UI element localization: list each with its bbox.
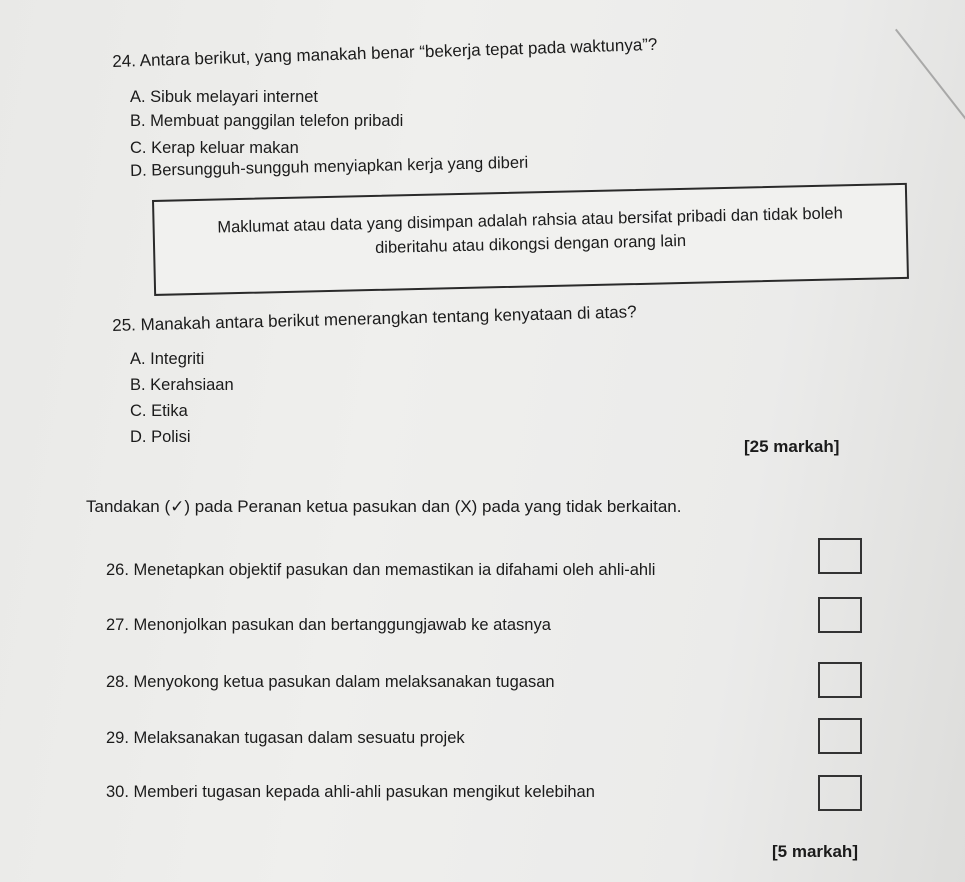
statement-29: 29. Melaksanakan tugasan dalam sesuatu projek bbox=[106, 729, 465, 747]
answer-box-26[interactable] bbox=[818, 538, 862, 574]
q24-option-d: D. Bersungguh-sungguh menyiapkan kerja yang diberi bbox=[130, 153, 529, 180]
marks-label-section: [5 markah] bbox=[772, 842, 858, 861]
q24-option-b: B. Membuat panggilan telefon pribadi bbox=[130, 112, 404, 130]
statement-27: 27. Menonjolkan pasukan dan bertanggungjawab ke atasnya bbox=[106, 616, 551, 634]
statement-26: 26. Menetapkan objektif pasukan dan memastikan ia difahami oleh ahli-ahli bbox=[106, 561, 656, 579]
marks-label-25: [25 markah] bbox=[744, 437, 840, 456]
statement-box bbox=[152, 183, 909, 296]
answer-box-28[interactable] bbox=[818, 662, 862, 698]
question-25-text: 25. Manakah antara berikut menerangkan tentang kenyataan di atas? bbox=[112, 302, 637, 335]
answer-box-27[interactable] bbox=[818, 597, 862, 633]
q24-option-a: A. Sibuk melayari internet bbox=[130, 88, 319, 106]
statement-30: 30. Memberi tugasan kepada ahli-ahli pasukan mengikut kelebihan bbox=[106, 783, 595, 801]
question-24-text: 24. Antara berikut, yang manakah benar “bekerja tepat pada waktunya”? bbox=[112, 34, 658, 71]
tick-instruction: Tandakan (✓) pada Peranan ketua pasukan dan (X) pada yang tidak berkaitan. bbox=[86, 497, 682, 516]
q24-option-c: C. Kerap keluar makan bbox=[130, 139, 299, 157]
answer-box-29[interactable] bbox=[818, 718, 862, 754]
q25-option-a: A. Integriti bbox=[130, 350, 205, 368]
paper-edge-shadow bbox=[895, 29, 965, 180]
q25-option-c: C. Etika bbox=[130, 402, 188, 420]
q25-option-b: B. Kerahsiaan bbox=[130, 376, 234, 394]
statement-line-2: diberitahu atau dikongsi dengan orang lain bbox=[374, 231, 687, 257]
answer-box-30[interactable] bbox=[818, 775, 862, 811]
q25-option-d: D. Polisi bbox=[130, 428, 191, 446]
statement-line-1: Maklumat atau data yang disimpan adalah rahsia atau bersifat pribadi dan tidak boleh bbox=[217, 204, 843, 237]
statement-28: 28. Menyokong ketua pasukan dalam melaksanakan tugasan bbox=[106, 673, 555, 691]
